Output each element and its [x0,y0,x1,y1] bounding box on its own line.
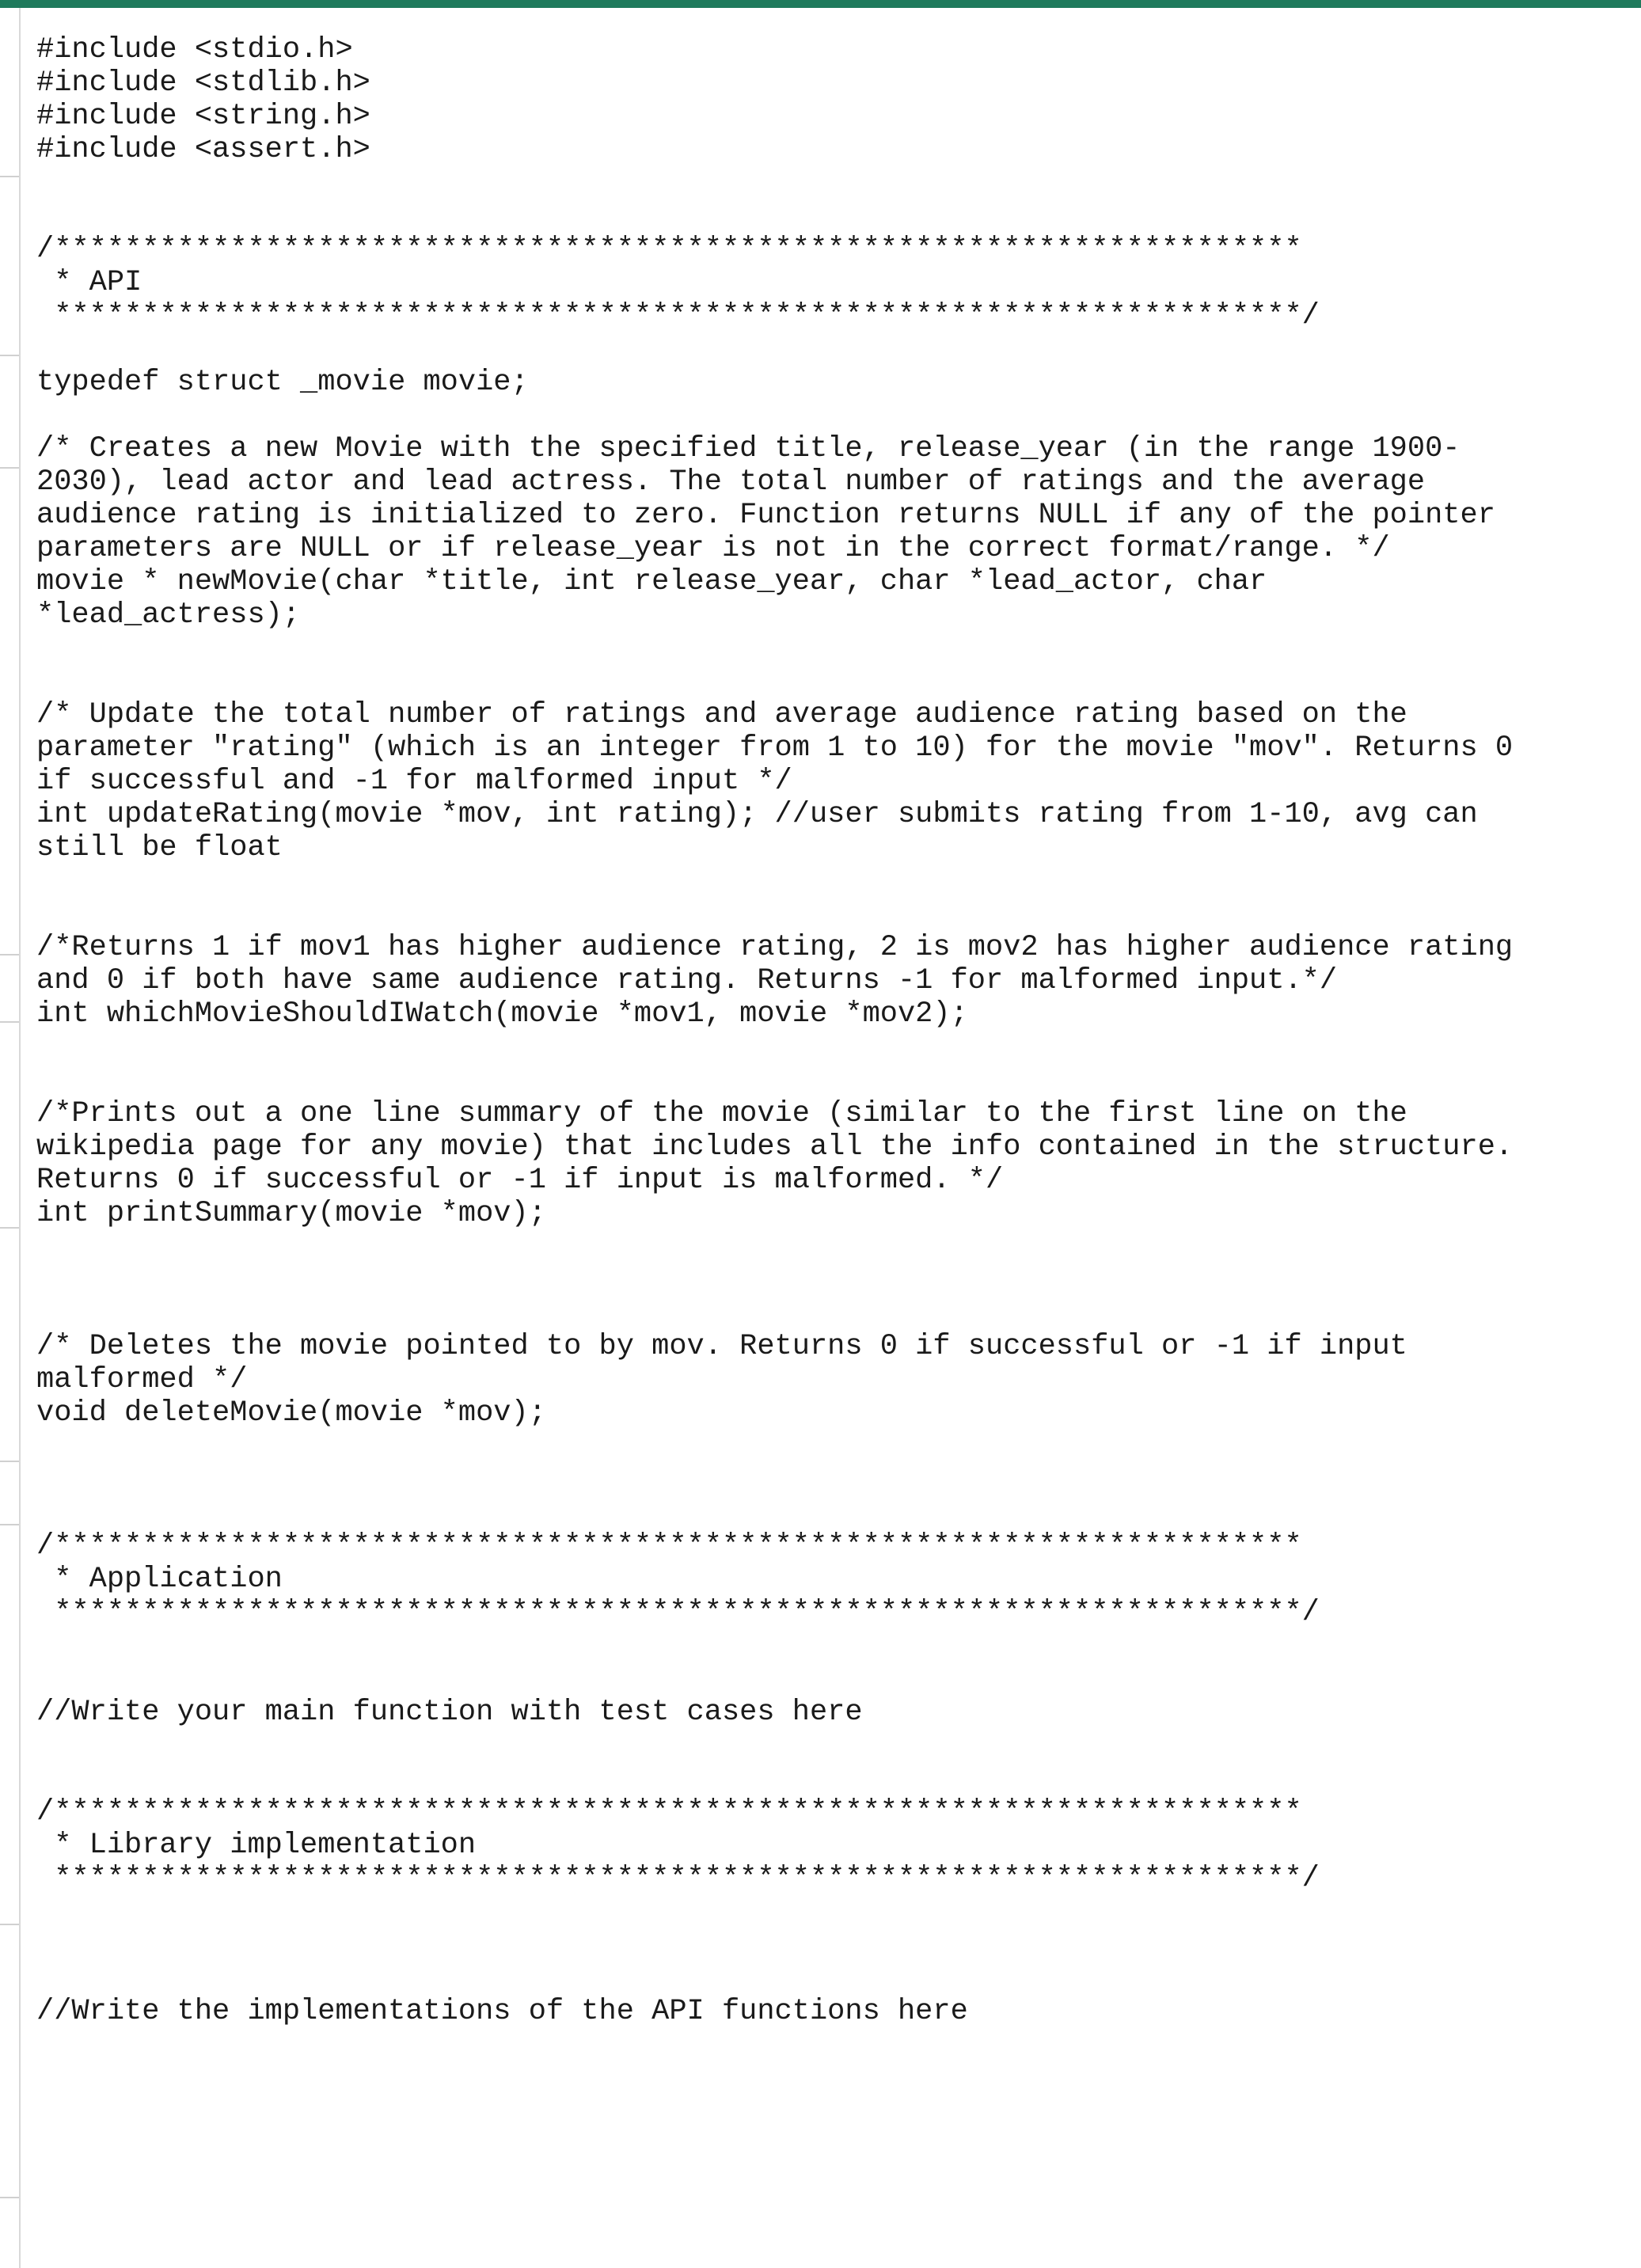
code-line[interactable]: #include <stdio.h> [36,33,353,66]
code-line[interactable] [36,399,1628,432]
code-line[interactable] [36,1629,1628,1662]
code-line[interactable] [36,1928,1628,1962]
code-line[interactable] [36,166,1628,199]
code-line[interactable]: * API [36,266,142,299]
code-line[interactable] [36,632,1628,665]
code-line[interactable]: movie * newMovie(char *title, int release_year, char *lead_actor, char [36,565,1267,598]
gutter-tick [0,1524,19,1525]
code-line[interactable]: #include <assert.h> [36,133,370,166]
code-line[interactable]: void deleteMovie(movie *mov); [36,1396,546,1430]
code-line[interactable]: int whichMovieShouldIWatch(movie *mov1, movie *mov2); [36,997,968,1031]
code-line[interactable]: #include <stdlib.h> [36,66,370,100]
code-line[interactable] [36,864,1628,898]
gutter-tick [0,467,19,469]
code-line[interactable] [36,1263,1628,1297]
code-line[interactable]: wikipedia page for any movie) that includes all the info contained in the structure. [36,1130,1514,1164]
code-line[interactable] [36,665,1628,698]
code-line[interactable]: /*********************************************************************** [36,233,1302,266]
code-line[interactable]: * Application [36,1563,283,1596]
code-line[interactable]: malformed */ [36,1363,248,1396]
code-line[interactable] [36,1430,1628,1463]
code-line[interactable]: /*********************************************************************** [36,1795,1302,1829]
code-line[interactable] [36,1762,1628,1795]
code-line[interactable]: /* Deletes the movie pointed to by mov. Returns 0 if successful or -1 if input [36,1330,1407,1363]
code-line[interactable]: Returns 0 if successful or -1 if input is malformed. */ [36,1164,1004,1197]
code-line[interactable]: //Write your main function with test cases here [36,1696,863,1729]
code-line[interactable] [36,1662,1628,1696]
window-top-bar [0,0,1641,8]
code-line[interactable]: audience rating is initialized to zero. Function returns NULL if any of the pointer [36,499,1495,532]
code-line[interactable]: /*********************************************************************** [36,1529,1302,1563]
gutter-tick [0,1021,19,1023]
code-line[interactable]: #include <string.h> [36,100,370,133]
code-line[interactable] [36,1962,1628,1995]
code-line[interactable]: ***********************************************************************/ [36,1862,1320,1895]
gutter-tick [0,355,19,356]
gutter-tick [0,2197,19,2198]
code-line[interactable]: typedef struct _movie movie; [36,366,529,399]
code-editor[interactable] [36,33,1628,2028]
code-line[interactable]: *lead_actress); [36,598,301,632]
code-line[interactable]: /*Prints out a one line summary of the movie (similar to the first line on the [36,1097,1407,1130]
code-line[interactable]: //Write the implementations of the API functions here [36,1995,968,2028]
code-line[interactable]: parameters are NULL or if release_year is not in the correct format/range. */ [36,532,1390,565]
code-line[interactable] [36,199,1628,233]
code-line[interactable]: * Library implementation [36,1829,477,1862]
code-line[interactable]: if successful and -1 for malformed input */ [36,765,792,798]
code-line[interactable] [36,898,1628,931]
code-line[interactable]: int printSummary(movie *mov); [36,1197,546,1230]
code-line[interactable]: /* Update the total number of ratings and average audience rating based on the [36,698,1407,731]
editor-gutter [0,8,21,2268]
code-line[interactable]: ***********************************************************************/ [36,1596,1320,1629]
gutter-tick [0,954,19,955]
code-line[interactable] [36,1463,1628,1496]
gutter-tick [0,176,19,177]
code-line[interactable]: int updateRating(movie *mov, int rating); //user submits rating from 1-10, avg can [36,798,1478,831]
code-line[interactable]: still be float [36,831,283,864]
code-line[interactable]: /*Returns 1 if mov1 has higher audience rating, 2 is mov2 has higher audience rating [36,931,1514,964]
code-line[interactable]: ***********************************************************************/ [36,299,1320,332]
code-line[interactable]: 2030), lead actor and lead actress. The total number of ratings and the average [36,465,1426,499]
code-line[interactable]: parameter "rating" (which is an integer from 1 to 10) for the movie "mov". Returns 0 [36,731,1514,765]
code-line[interactable] [36,1230,1628,1263]
gutter-tick [0,1227,19,1229]
code-line[interactable] [36,1064,1628,1097]
code-line[interactable] [36,332,1628,366]
code-line[interactable]: /* Creates a new Movie with the specified title, release_year (in the range 1900- [36,432,1461,465]
code-line[interactable] [36,1729,1628,1762]
code-line[interactable] [36,1895,1628,1928]
code-line[interactable] [36,1031,1628,1064]
gutter-tick [0,1924,19,1925]
code-line[interactable] [36,1297,1628,1330]
gutter-tick [0,1461,19,1462]
code-line[interactable]: and 0 if both have same audience rating. Returns -1 for malformed input.*/ [36,964,1338,997]
code-line[interactable] [36,1496,1628,1529]
